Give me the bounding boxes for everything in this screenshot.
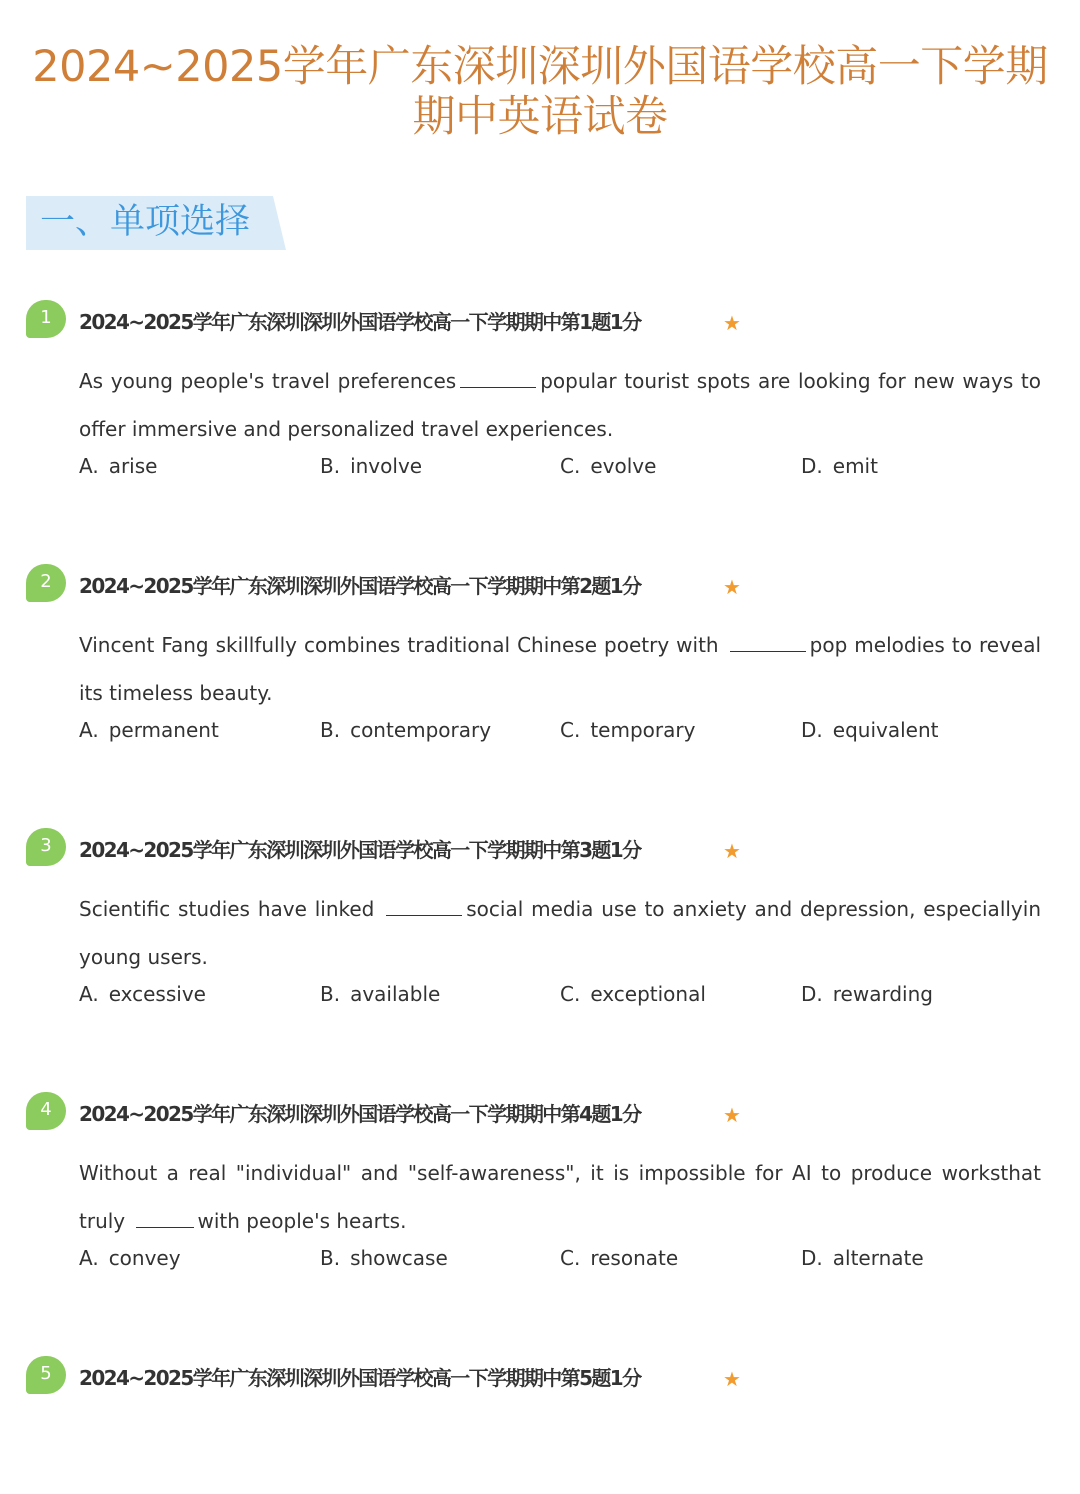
question-header: 2024~2025学年广东深圳深圳外国语学校高一下学期期中第1题1分 [79,310,641,334]
option-letter: C. [560,718,581,742]
page-title [0,42,1080,142]
question-number-badge: 1 [26,300,66,338]
page-title-line-1: 2024~2025学年广东深圳深圳外国语学校高一下学期 [32,42,1048,92]
option-letter: B. [320,718,341,742]
stem-text-after: popular tourist spots are looking for new ways to offer immersive and personalized travel experiences. [79,369,1041,441]
option-a[interactable] [79,450,157,482]
option-text: excessive [108,982,206,1006]
option-text: rewarding [832,982,933,1006]
stem-text-after: social media use to anxiety and depression, especiallyin young users. [79,897,1041,969]
stem-text-after: with people's hearts. [197,1209,407,1233]
option-d[interactable] [801,978,933,1010]
option-text: alternate [832,1246,924,1270]
option-b[interactable] [320,978,440,1010]
star-icon[interactable]: ★ [723,839,741,863]
answer-options [79,1242,1041,1274]
option-text: involve [350,454,423,478]
option-text: exceptional [590,982,706,1006]
option-text: contemporary [350,718,492,742]
option-letter: B. [320,982,341,1006]
option-letter: A. [79,1246,99,1270]
option-d[interactable] [801,450,878,482]
option-b[interactable] [320,714,491,746]
question-number-badge: 3 [26,828,66,866]
option-b[interactable] [320,450,422,482]
answer-blank [460,369,536,388]
option-c[interactable] [560,450,656,482]
answer-options [79,450,1041,482]
question-header: 2024~2025学年广东深圳深圳外国语学校高一下学期期中第5题1分 [79,1366,641,1390]
question-stem [79,1149,1041,1245]
question-stem [79,357,1041,453]
star-icon[interactable]: ★ [723,1103,741,1127]
answer-options [79,714,1041,746]
option-text: arise [108,454,158,478]
option-letter: C. [560,454,581,478]
option-c[interactable] [560,1242,678,1274]
option-letter: D. [801,718,823,742]
option-a[interactable] [79,978,206,1010]
option-a[interactable] [79,714,219,746]
question-number-badge: 4 [26,1092,66,1130]
option-text: emit [832,454,878,478]
option-text: equivalent [832,718,939,742]
star-icon[interactable]: ★ [723,575,741,599]
star-icon[interactable]: ★ [723,311,741,335]
question-header: 2024~2025学年广东深圳深圳外国语学校高一下学期期中第2题1分 [79,574,641,598]
option-letter: A. [79,982,99,1006]
option-letter: C. [560,982,581,1006]
stem-text-before: Scientific studies have linked [79,897,375,921]
option-text: showcase [350,1246,448,1270]
answer-options [79,978,1041,1010]
option-d[interactable] [801,1242,924,1274]
star-icon[interactable]: ★ [723,1367,741,1391]
option-text: convey [108,1246,181,1270]
question-number-badge: 2 [26,564,66,602]
option-text: evolve [590,454,657,478]
stem-text-before: As young people's travel preferences [79,369,457,393]
option-text: resonate [590,1246,679,1270]
option-letter: D. [801,982,823,1006]
stem-text-before: Vincent Fang skillfully combines traditional Chinese poetry with [79,633,719,657]
option-b[interactable] [320,1242,448,1274]
option-letter: B. [320,1246,341,1270]
option-c[interactable] [560,714,695,746]
stem-text-after: pop melodies to reveal its timeless beauty. [79,633,1042,705]
option-letter: A. [79,718,99,742]
question-number-badge: 5 [26,1356,66,1394]
option-letter: D. [801,1246,823,1270]
question-header: 2024~2025学年广东深圳深圳外国语学校高一下学期期中第4题1分 [79,1102,641,1126]
option-letter: D. [801,454,823,478]
question-stem [79,621,1041,717]
stem-text-before: Without a real "individual" and "self-awareness", it is impossible for AI to produce worksthat truly [79,1161,1041,1233]
option-c[interactable] [560,978,706,1010]
question-header: 2024~2025学年广东深圳深圳外国语学校高一下学期期中第3题1分 [79,838,641,862]
page-title-line-2: 期中英语试卷 [412,92,668,142]
option-text: available [350,982,441,1006]
answer-blank [386,897,462,916]
question-stem [79,885,1041,981]
option-letter: C. [560,1246,581,1270]
option-text: temporary [590,718,696,742]
option-d[interactable] [801,714,938,746]
option-a[interactable] [79,1242,181,1274]
option-letter: A. [79,454,99,478]
option-text: permanent [108,718,219,742]
section-title: 一、单项选择 [40,202,251,242]
answer-blank [136,1209,194,1228]
option-letter: B. [320,454,341,478]
answer-blank [730,633,806,652]
